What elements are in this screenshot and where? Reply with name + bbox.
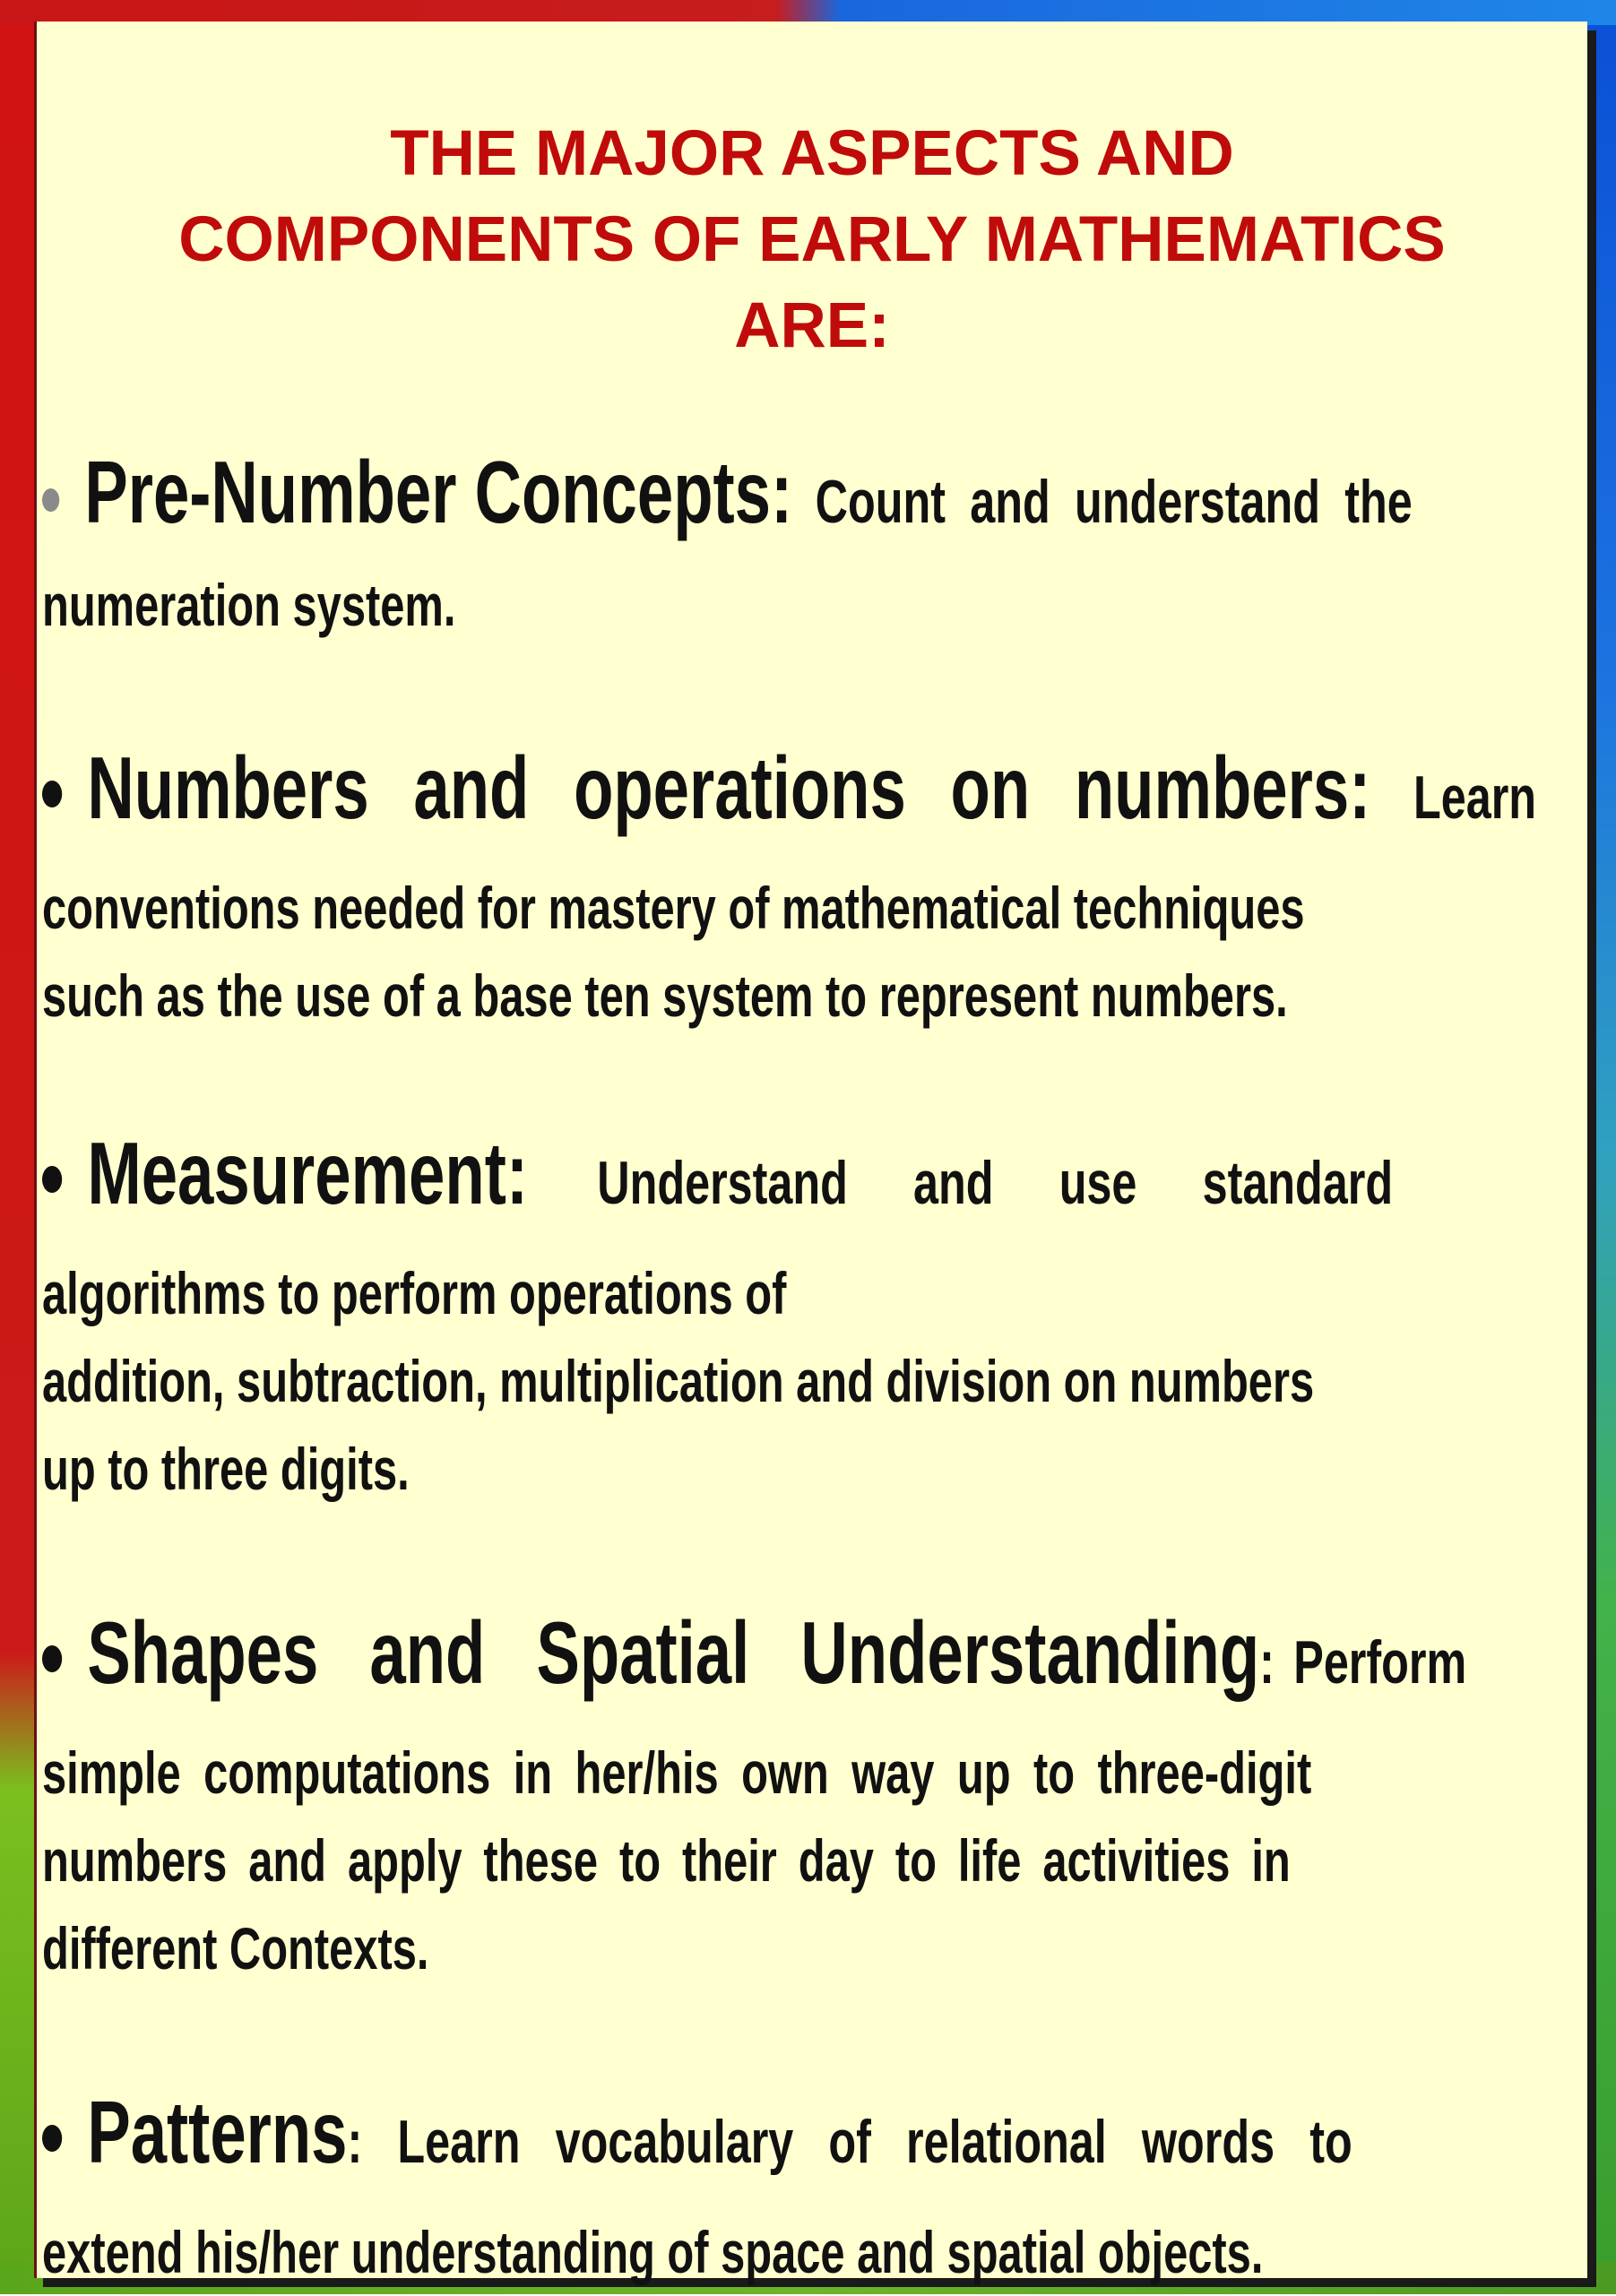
item-text-line: simple computations in her/his own way up to three-digit — [42, 1739, 1312, 1806]
item-heading: Pre-Number Concepts: — [84, 443, 793, 541]
title-line-1: THE MAJOR ASPECTS AND — [390, 118, 1234, 189]
bullet-icon — [42, 1645, 62, 1672]
bullet-icon — [42, 488, 59, 512]
list-item — [42, 2083, 1584, 2296]
list-item — [42, 443, 1584, 649]
item-text-line: up to three digits. — [42, 1436, 410, 1502]
item-lead-text: Learn — [1413, 764, 1537, 832]
item-heading: Patterns — [87, 2083, 348, 2181]
bullet-icon — [42, 1166, 62, 1193]
content-panel — [34, 22, 1587, 2285]
item-text-line: numeration system. — [42, 572, 456, 638]
item-text-line: numbers and apply these to their day to life activities in — [42, 1827, 1291, 1894]
item-lead-text: Count and understand the — [815, 468, 1413, 536]
title-line-3: ARE: — [734, 290, 890, 361]
title-line-2: COMPONENTS OF EARLY MATHEMATICS — [178, 204, 1446, 275]
item-lead-text: Understand and use standard — [597, 1149, 1394, 1217]
page-title — [37, 111, 1587, 369]
item-heading: Measurement: — [87, 1124, 528, 1222]
item-text-line: extend his/her understanding of space and spatial objects. — [42, 2219, 1264, 2285]
list-item — [42, 1603, 1584, 1992]
list-item — [42, 738, 1584, 1040]
item-lead-text: : Perform — [1259, 1628, 1467, 1696]
item-text-line: different Contexts. — [42, 1915, 429, 1981]
bullet-icon — [42, 781, 62, 807]
item-lead-text: : Learn vocabulary of relational words to — [347, 2108, 1352, 2176]
item-text-line: algorithms to perform operations of — [42, 1260, 787, 1326]
bullet-icon — [42, 2125, 62, 2152]
item-heading: Shapes and Spatial Understanding — [87, 1603, 1260, 1702]
item-text-line: conventions needed for mastery of mathematical techniques — [42, 875, 1305, 941]
item-text-line: such as the use of a base ten system to represent numbers. — [42, 962, 1288, 1029]
list-item — [42, 1124, 1584, 1513]
item-text-line: addition, subtraction, multiplication and division on numbers — [42, 1348, 1315, 1414]
item-heading: Numbers and operations on numbers: — [87, 738, 1371, 837]
